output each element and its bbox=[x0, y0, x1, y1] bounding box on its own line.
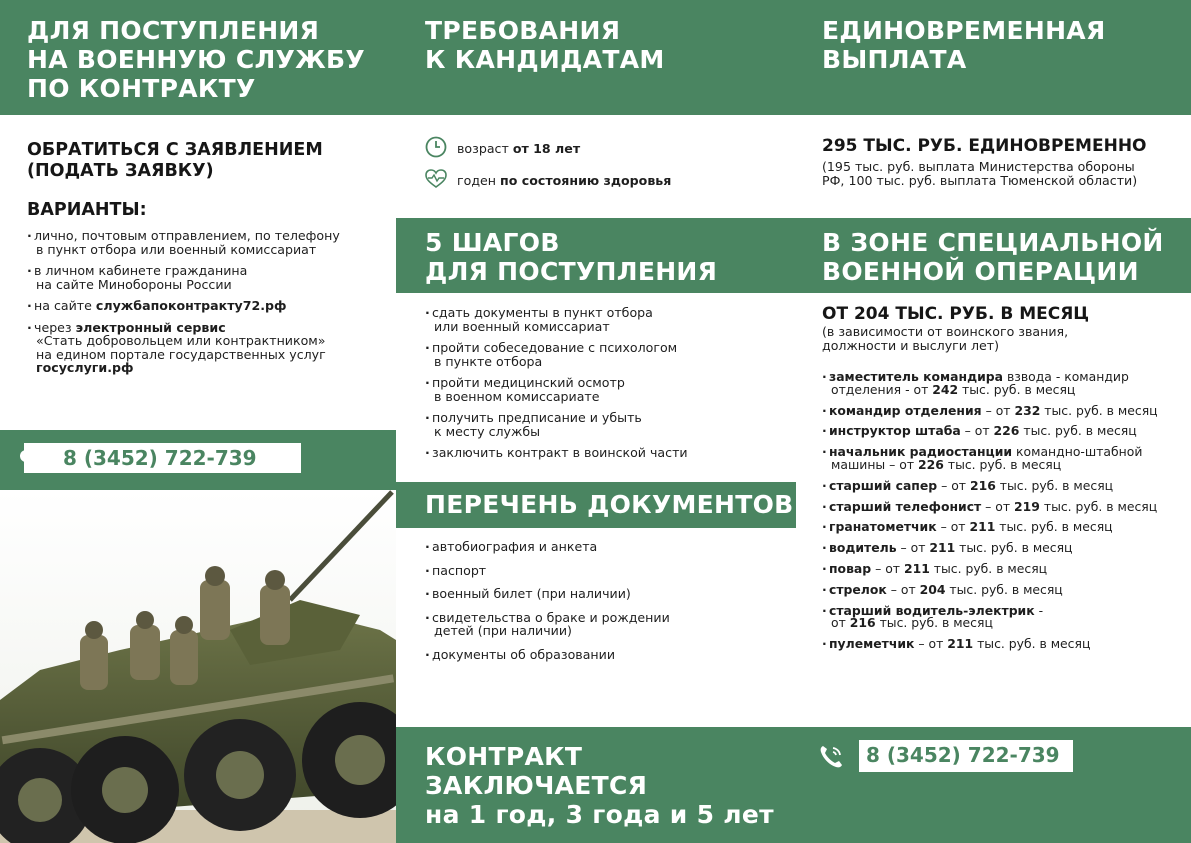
apply-title: ОБРАТИТЬСЯ С ЗАЯВЛЕНИЕМ (ПОДАТЬ ЗАЯВКУ) bbox=[27, 140, 323, 181]
gosuslugi-link[interactable]: госуслуги.рф bbox=[36, 360, 134, 375]
steps-list bbox=[425, 306, 785, 468]
mid-column-header: ТРЕБОВАНИЯ К КАНДИДАТАМ bbox=[425, 16, 665, 74]
list-item: · получить предписание и убыть к месту службы bbox=[425, 411, 785, 438]
payment-note: (195 тыс. руб. выплата Министерства обороны РФ, 100 тыс. руб. выплата Тюменской области) bbox=[822, 159, 1138, 188]
list-item: · инструктор штаба – от 226 тыс. руб. в месяц bbox=[822, 425, 1182, 438]
list-item: · в личном кабинете гражданина на сайте Минобороны России bbox=[27, 264, 377, 291]
svo-amount: ОТ 204 ТЫС. РУБ. В МЕСЯЦ bbox=[822, 304, 1090, 324]
svo-header: В ЗОНЕ СПЕЦИАЛЬНОЙ ВОЕННОЙ ОПЕРАЦИИ bbox=[822, 228, 1164, 286]
armored-vehicle-photo bbox=[0, 490, 396, 843]
list-item: · начальник радиостанции командно-штабной машины – от 226 тыс. руб. в месяц bbox=[822, 446, 1182, 472]
phone-number-right[interactable]: 8 (3452) 722-739 bbox=[859, 740, 1073, 772]
list-item: · сдать документы в пункт отбора или военный комиссариат bbox=[425, 306, 785, 333]
list-item: · водитель – от 211 тыс. руб. в месяц bbox=[822, 542, 1182, 555]
documents-header: ПЕРЕЧЕНЬ ДОКУМЕНТОВ bbox=[425, 490, 794, 519]
left-column-header: ДЛЯ ПОСТУПЛЕНИЯ НА ВОЕННУЮ СЛУЖБУ ПО КОНТРАКТУ bbox=[27, 16, 365, 103]
list-item: · заместитель командира взвода - командир отделения - от 242 тыс. руб. в месяц bbox=[822, 371, 1182, 397]
list-item: · старший водитель-электрик - от 216 тыс. руб. в месяц bbox=[822, 605, 1182, 631]
list-item: · через электронный сервис «Стать добровольцем или контрактником» на едином портале государственных услуг госуслуги.рф bbox=[27, 321, 377, 375]
apply-variants-list bbox=[27, 229, 377, 383]
requirement-age: возраст от 18 лет bbox=[425, 136, 580, 161]
list-item: · пройти собеседование с психологом в пункте отбора bbox=[425, 341, 785, 368]
requirement-health: годен по состоянию здоровья bbox=[425, 168, 671, 193]
steps-header: 5 ШАГОВ ДЛЯ ПОСТУПЛЕНИЯ bbox=[425, 228, 718, 286]
list-item: · лично, почтовым отправлением, по телефону в пункт отбора или военный комиссариат bbox=[27, 229, 377, 256]
list-item: · паспорт bbox=[425, 564, 785, 578]
payment-amount: 295 ТЫС. РУБ. ЕДИНОВРЕМЕННО bbox=[822, 136, 1147, 156]
list-item: · командир отделения – от 232 тыс. руб. в месяц bbox=[822, 405, 1182, 418]
list-item: · старший телефонист – от 219 тыс. руб. в месяц bbox=[822, 501, 1182, 514]
list-item: · старший сапер – от 216 тыс. руб. в месяц bbox=[822, 480, 1182, 493]
list-item: · повар – от 211 тыс. руб. в месяц bbox=[822, 563, 1182, 576]
phone-icon bbox=[816, 742, 846, 776]
contract-text: КОНТРАКТ ЗАКЛЮЧАЕТСЯ на 1 год, 3 года и 5 лет bbox=[425, 742, 774, 829]
right-column-header: ЕДИНОВРЕМЕННАЯ ВЫПЛАТА bbox=[822, 16, 1106, 74]
list-item: · свидетельства о браке и рождении детей (при наличии) bbox=[425, 611, 785, 638]
list-item: · гранатометчик – от 211 тыс. руб. в месяц bbox=[822, 521, 1182, 534]
list-item: · автобиография и анкета bbox=[425, 540, 785, 554]
clock-icon bbox=[425, 136, 447, 161]
svo-note: (в зависимости от воинского звания, должности и выслуги лет) bbox=[822, 324, 1069, 353]
list-item: · документы об образовании bbox=[425, 648, 785, 662]
heart-pulse-icon bbox=[425, 168, 447, 193]
list-item: · пройти медицинский осмотр в военном комиссариате bbox=[425, 376, 785, 403]
list-item: · военный билет (при наличии) bbox=[425, 587, 785, 601]
documents-list bbox=[425, 540, 785, 669]
list-item: · заключить контракт в воинской части bbox=[425, 446, 785, 460]
list-item: · на сайте службапоконтракту72.рф bbox=[27, 299, 377, 313]
svo-positions-list bbox=[822, 371, 1182, 659]
list-item: · пулеметчик – от 211 тыс. руб. в месяц bbox=[822, 638, 1182, 651]
website-link[interactable]: службапоконтракту72.рф bbox=[95, 298, 287, 313]
phone-number-left[interactable]: 8 (3452) 722-739 bbox=[24, 443, 301, 473]
list-item: · стрелок – от 204 тыс. руб. в месяц bbox=[822, 584, 1182, 597]
variants-title: ВАРИАНТЫ: bbox=[27, 200, 147, 220]
